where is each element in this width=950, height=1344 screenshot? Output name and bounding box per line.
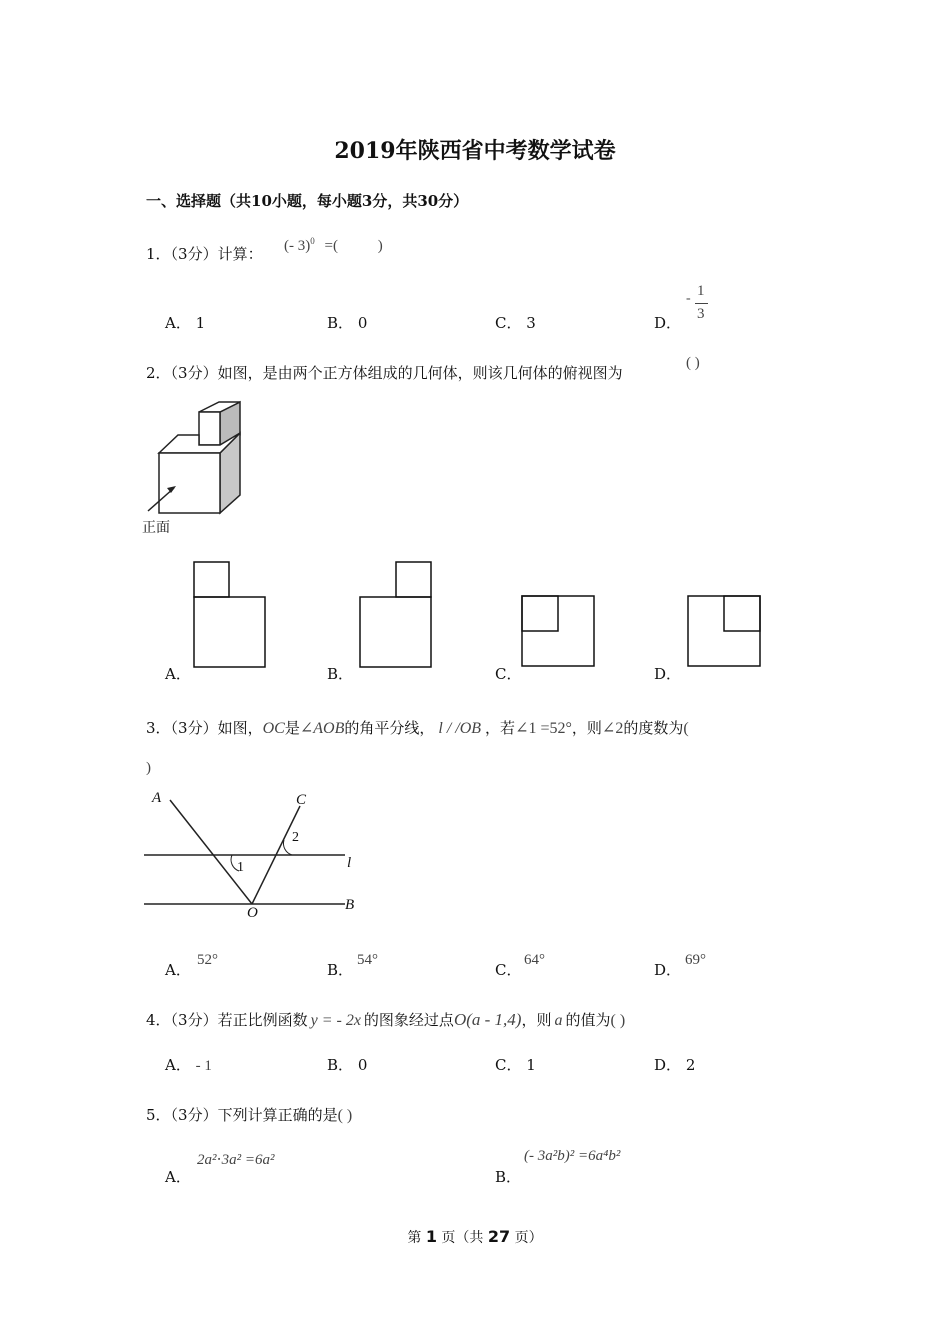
question-2-option-d: D． xyxy=(654,665,682,683)
answer-paren-close: ) xyxy=(146,760,151,776)
point-o-label: O xyxy=(247,905,258,921)
question-1-stem: 1．（3分）计算： xyxy=(146,245,263,263)
question-3-option-d-label: D． xyxy=(654,961,682,979)
question-3-option-b: 54° xyxy=(357,952,378,968)
point-c-label: C xyxy=(296,792,307,808)
question-3-stem: 3．（3分）如图，OC是∠AOB的角平分线， l / /OB ，若∠1 =52°，则∠2的度数为( xyxy=(146,719,689,737)
option-b-figure xyxy=(358,560,434,670)
question-3-option-c: 64° xyxy=(524,952,545,968)
question-2-stem: 2．（3分）如图，是由两个正方体组成的几何体，则该几何体的俯视图为 xyxy=(146,364,623,382)
question-5-option-a: 2a²⋅3a² =6a² xyxy=(197,1152,275,1168)
section-heading: 一、选择题（共10小题，每小题3分，共30分） xyxy=(146,192,469,210)
question-2-option-b: B． xyxy=(327,665,354,683)
question-3-option-a: 52° xyxy=(197,952,218,968)
question-4-option-c: C． 1 xyxy=(495,1056,536,1074)
front-label: 正面 xyxy=(142,520,170,536)
question-2-option-c: C． xyxy=(495,665,522,683)
answer-paren: ( ) xyxy=(686,355,700,371)
question-1-option-d-sign: - xyxy=(686,291,691,306)
question-2-option-a: A． xyxy=(165,665,191,683)
question-1-option-b: B． 0 xyxy=(327,314,368,332)
question-3-option-a-label: A． xyxy=(165,961,191,979)
question-4-option-b: B． 0 xyxy=(327,1056,368,1074)
point-b-label: B xyxy=(345,897,355,913)
option-d-figure xyxy=(686,594,762,668)
fraction-bar xyxy=(695,303,708,304)
page-footer: 第 1 页（共 27 页） xyxy=(407,1227,543,1246)
question-1-option-c: C． 3 xyxy=(495,314,536,332)
question-3-option-b-label: B． xyxy=(327,961,354,979)
question-1-option-d: D． xyxy=(654,314,682,332)
question-4-stem: 4．（3分）若正比例函数 y = - 2x 的图象经过点O(a - 1,4)，则 a 的值为( ) xyxy=(146,1010,626,1029)
angle-1-label: 1 xyxy=(237,860,244,875)
fraction-denominator: 3 xyxy=(697,306,705,322)
question-4-option-a: A． - 1 xyxy=(165,1056,212,1074)
angle-2-label: 2 xyxy=(292,830,299,845)
question-5-stem: 5．（3分）下列计算正确的是( ) xyxy=(146,1106,353,1124)
question-1-expression: (- 3)$^0$ =( ) xyxy=(284,236,383,254)
question-5-option-b: (- 3a²b)² =6a⁴b² xyxy=(524,1148,621,1164)
fraction-numerator: 1 xyxy=(697,283,705,299)
question-1-option-a: A． 1 xyxy=(165,314,206,332)
question-3-option-c-label: C． xyxy=(495,961,522,979)
question-5-option-a-label: A． xyxy=(165,1168,191,1186)
option-a-figure xyxy=(192,560,268,670)
question-4-option-d: D． 2 xyxy=(654,1056,696,1074)
point-a-label: A xyxy=(152,790,162,806)
page-title: 2019年陕西省中考数学试卷 xyxy=(334,138,616,164)
option-c-figure xyxy=(520,594,596,668)
question-3-option-d: 69° xyxy=(685,952,706,968)
line-l-label: l xyxy=(347,855,352,871)
question-5-option-b-label: B． xyxy=(495,1168,522,1186)
